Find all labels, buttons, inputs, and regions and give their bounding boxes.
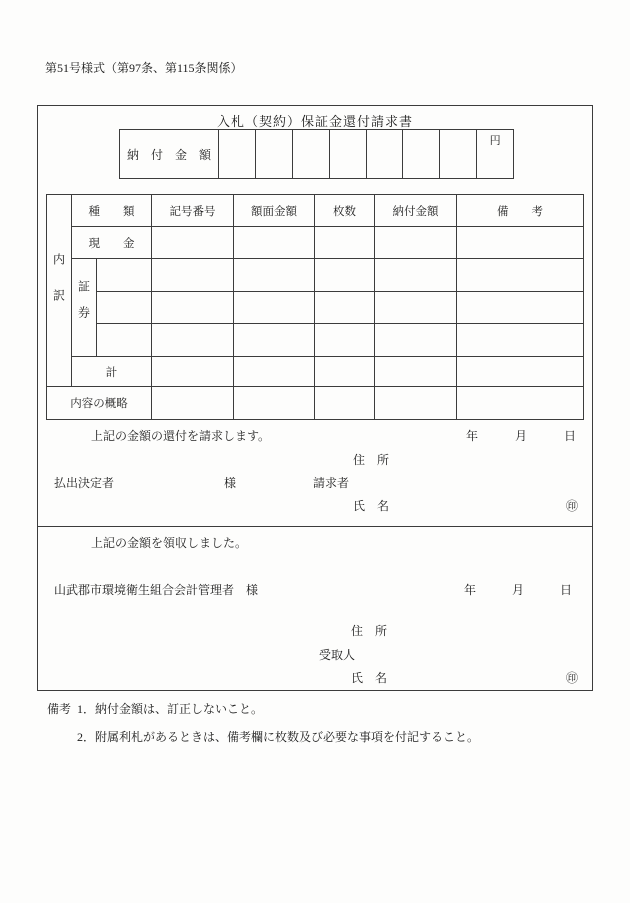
data-cell [97, 324, 152, 357]
recipient-name-label: 氏 名 [351, 671, 388, 685]
note-item-2: 2．附属利札があるときは、備考欄に枚数及び必要な事項を付記すること。 [77, 730, 480, 744]
data-cell [315, 387, 375, 420]
honorific-sama: 様 [224, 476, 237, 490]
request-statement: 上記の金額の還付を請求します。 [91, 429, 271, 443]
year-label: 年 [464, 583, 477, 597]
data-cell [457, 292, 584, 324]
data-cell [457, 357, 584, 387]
claimant-name-label: 氏 名 [353, 499, 390, 513]
breakdown-table [46, 194, 584, 420]
row-label-total: 計 [72, 357, 152, 387]
receipt-statement: 上記の金額を領収しました。 [91, 536, 248, 550]
data-cell [234, 357, 315, 387]
data-cell [315, 227, 375, 259]
year-label: 年 [466, 429, 479, 443]
row-label-securities: 証券 [72, 259, 97, 357]
header-symbol-number: 記号番号 [152, 195, 234, 227]
seal-icon: ㊞ [566, 671, 579, 685]
payment-amount-box [119, 129, 514, 179]
data-cell [315, 259, 375, 292]
data-cell [97, 259, 152, 292]
data-cell [375, 387, 457, 420]
data-cell [152, 259, 234, 292]
header-type: 種 類 [72, 195, 152, 227]
receipt-date-line [464, 582, 572, 598]
seal-icon: ㊞ [566, 499, 579, 513]
request-date-line [466, 428, 576, 444]
payment-amount-label: 納 付 金 額 [126, 147, 211, 162]
header-payment-amount: 納付金額 [375, 195, 457, 227]
header-remarks: 備 考 [457, 195, 584, 227]
row-label-summary: 内容の概略 [47, 387, 152, 420]
payment-amount-cell [439, 130, 476, 178]
data-cell [375, 259, 457, 292]
data-cell [315, 357, 375, 387]
header-sheet-count: 枚数 [315, 195, 375, 227]
form-number-heading: 第51号様式（第97条、第115条関係） [45, 61, 243, 75]
data-cell [457, 227, 584, 259]
header-face-value: 額面金額 [234, 195, 315, 227]
receipt-addressee: 山武郡市環境衛生組合会計管理者 様 [54, 583, 259, 597]
payment-amount-cell [218, 130, 255, 178]
data-cell [375, 227, 457, 259]
payment-amount-cell [402, 130, 439, 178]
day-label: 日 [559, 583, 572, 597]
recipient-label: 受取人 [319, 648, 356, 662]
payment-amount-cell [292, 130, 329, 178]
data-cell [375, 324, 457, 357]
claimant-address-label: 住 所 [353, 453, 390, 467]
data-cell [375, 357, 457, 387]
data-cell [234, 324, 315, 357]
row-group-label-breakdown: 内訳 [47, 195, 72, 387]
data-cell [315, 292, 375, 324]
section-divider [38, 526, 592, 527]
data-cell [457, 387, 584, 420]
data-cell [457, 324, 584, 357]
recipient-address-label: 住 所 [351, 624, 388, 638]
data-cell [152, 357, 234, 387]
note-item-1: 1．納付金額は、訂正しないこと。 [77, 702, 264, 716]
data-cell [234, 227, 315, 259]
data-cell [152, 227, 234, 259]
claimant-label: 請求者 [313, 476, 350, 490]
data-cell [375, 292, 457, 324]
notes-label: 備考 [47, 702, 72, 716]
data-cell [234, 292, 315, 324]
data-cell [234, 259, 315, 292]
payment-amount-cell [476, 130, 513, 178]
payment-amount-cell [366, 130, 403, 178]
data-cell [152, 387, 234, 420]
payment-amount-cell [255, 130, 292, 178]
data-cell [97, 292, 152, 324]
month-label: 月 [514, 429, 527, 443]
day-label: 日 [563, 429, 576, 443]
data-cell [152, 292, 234, 324]
row-label-cash: 現 金 [72, 227, 152, 259]
data-cell [315, 324, 375, 357]
form-outer-box [37, 105, 593, 691]
payment-amount-cell [329, 130, 366, 178]
data-cell [457, 259, 584, 292]
data-cell [234, 387, 315, 420]
yen-unit-label: 円 [489, 135, 501, 147]
payer-label: 払出決定者 [54, 476, 115, 490]
data-cell [152, 324, 234, 357]
form-title: 入札（契約）保証金還付請求書 [216, 114, 413, 129]
month-label: 月 [511, 583, 524, 597]
